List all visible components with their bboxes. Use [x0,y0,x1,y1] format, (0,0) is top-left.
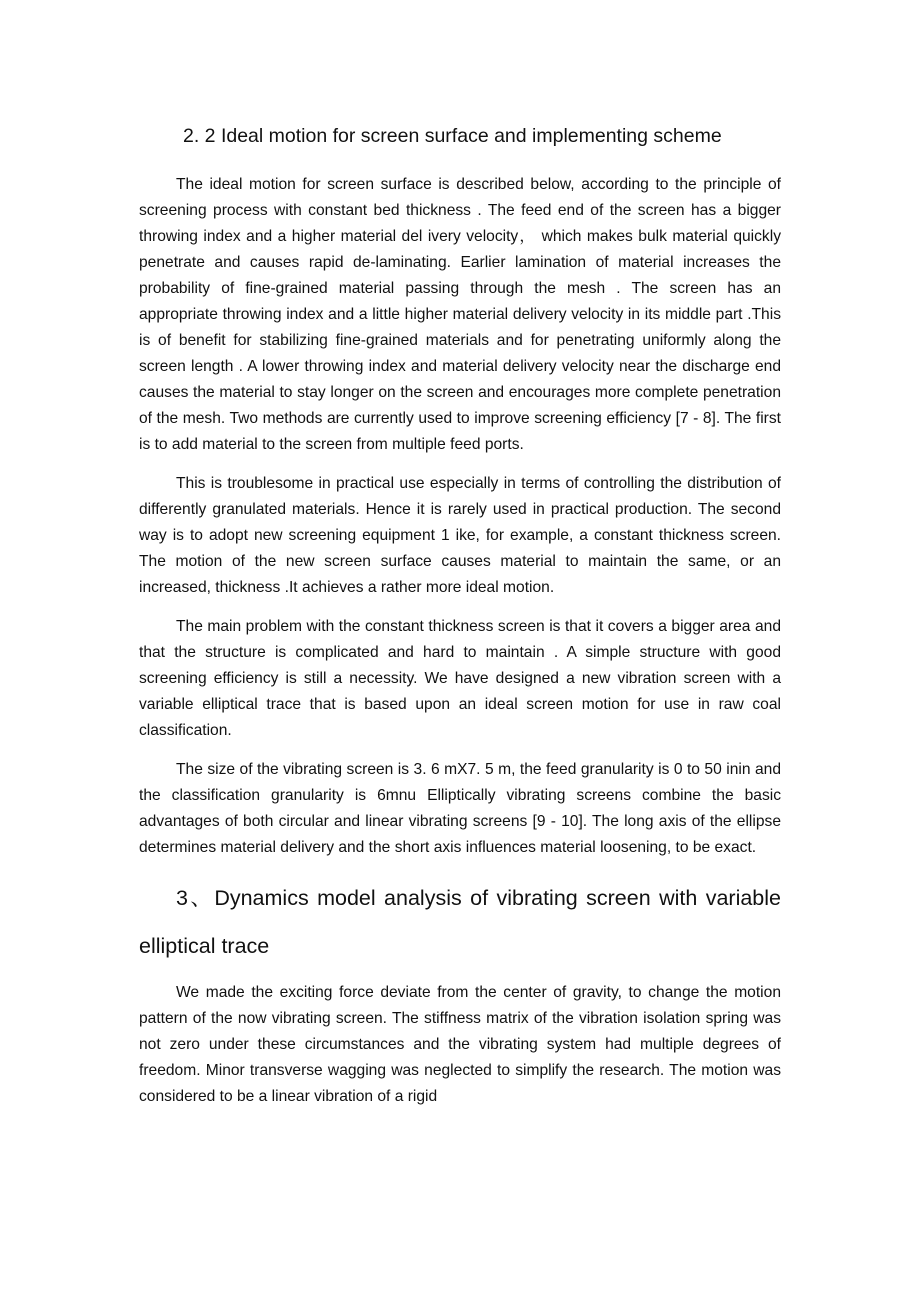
section-3-heading: 3、Dynamics model analysis of vibrating screen with variable elliptical trace [139,886,781,958]
paragraph: The size of the vibrating screen is 3. 6 mX7. 5 m, the feed granularity is 0 to 50 inin and the classification granularity is 6mnu Elliptically vibrating screens combine the basic advantages of both circular and linear vibrating screens [9 - 10]. The long axis of the ellipse determines material delivery and the short axis influences material loosening, to be exact. [139,761,781,856]
paragraph: The ideal motion for screen surface is described below, according to the principle of screening process with constant bed thickness . The feed end of the screen has a bigger throwing index and a higher material del ivery velocity， which makes bulk material quickly penetrate and causes rapid de-laminating. Earlier lamination of material increases the probability of fine-grained material passing through the mesh . The screen has an appropriate throwing index and a little higher material delivery velocity in its middle part .This is of benefit for stabilizing fine-grained materials and for penetrating uniformly along the screen length . A lower throwing index and material delivery velocity near the discharge end causes the material to stay longer on the screen and encourages more complete penetration of the mesh. Two methods are currently used to improve screening efficiency [7 - 8]. The first is to add material to the screen from multiple feed ports. [139,176,781,453]
paragraph: We made the exciting force deviate from the center of gravity, to change the motion pattern of the now vibrating screen. The stiffness matrix of the vibration isolation spring was not zero under these circumstances and the vibrating system had multiple degrees of freedom. Minor transverse wagging was neglected to simplify the research. The motion was considered to be a linear vibration of a rigid [139,984,781,1105]
paragraph: This is troublesome in practical use especially in terms of controlling the distribution of differently granulated materials. Hence it is rarely used in practical production. The second way is to adopt new screening equipment 1 ike, for example, a constant thickness screen. The motion of the new screen surface causes material to maintain the same, or an increased, thickness .It achieves a rather more ideal motion. [139,475,781,596]
document-page [139,122,781,1123]
paragraph: The main problem with the constant thickness screen is that it covers a bigger area and that the structure is complicated and hard to maintain . A simple structure with good screening efficiency is still a necessity. We have designed a new vibration screen with a variable elliptical trace that is based upon an ideal screen motion for use in raw coal classification. [139,618,781,739]
section-2-2-heading: 2. 2 Ideal motion for screen surface and implementing scheme [183,125,722,147]
